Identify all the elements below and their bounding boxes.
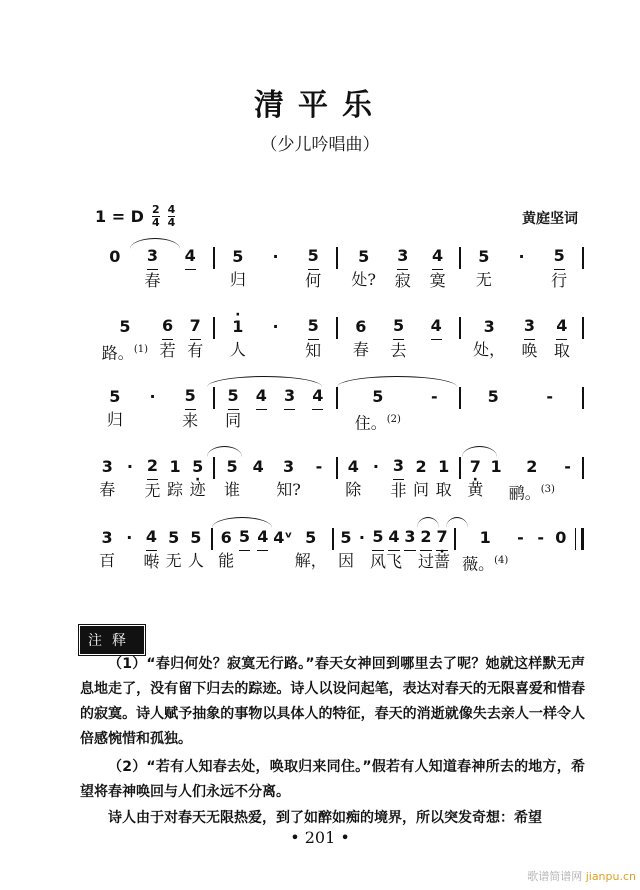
note: · — [272, 247, 279, 266]
note-token — [426, 385, 442, 439]
note: 2 — [420, 526, 431, 551]
note: 4 — [347, 457, 359, 476]
measure — [92, 385, 213, 439]
lyric: 黄 — [467, 480, 484, 499]
footnote-marker: (2) — [386, 414, 401, 425]
note-token — [551, 245, 567, 299]
measure — [215, 315, 336, 369]
note-token — [182, 245, 198, 299]
lyric: 问 — [413, 480, 430, 499]
barline — [582, 247, 584, 269]
note: 1 — [438, 457, 450, 476]
note-token — [268, 315, 284, 369]
note: 5 — [185, 385, 196, 410]
lyric: 非 — [390, 481, 407, 500]
note: 5 — [109, 387, 121, 406]
note-token — [521, 315, 537, 369]
note: 3 — [284, 385, 295, 410]
lyric: 处， — [473, 340, 506, 359]
note-token — [273, 526, 292, 580]
lyric: 因 — [337, 551, 354, 570]
note-token — [488, 455, 504, 509]
notes-heading: 注释 — [80, 626, 144, 654]
measure — [338, 315, 459, 369]
lyricist: 黄庭坚词 — [522, 211, 578, 227]
note: · — [518, 247, 525, 266]
footnote-marker: (4) — [494, 555, 509, 566]
note-token — [102, 315, 148, 369]
note: 2 — [526, 457, 538, 476]
score-row — [92, 245, 584, 299]
score-row — [92, 385, 584, 439]
measure — [92, 526, 211, 580]
lyric: 有 — [187, 341, 204, 360]
lyric: 风 — [369, 552, 386, 571]
note: 6 — [162, 315, 173, 340]
note-token — [145, 385, 161, 439]
measure — [334, 526, 454, 580]
note-token — [237, 526, 253, 580]
note: - — [546, 387, 554, 406]
time-signature-1: $\frac{2}{4}$ — [151, 203, 160, 229]
note-paragraph-2: （2）“若有人知春去处，唤取归来同住。”假若有人知道春神所去的地方，希望将春神唤回与人们永远不分离。 — [80, 759, 585, 800]
measure — [92, 455, 213, 509]
note: 5 — [168, 528, 180, 547]
note: - — [517, 528, 524, 547]
measure — [92, 245, 213, 299]
note: 3 — [147, 245, 158, 270]
note: 7 — [190, 315, 201, 340]
note-token — [182, 385, 198, 439]
note: · 1 — [232, 315, 243, 339]
note-token — [473, 315, 505, 369]
note: 1 — [169, 457, 181, 476]
note-token — [418, 526, 434, 580]
note: 1 — [479, 528, 491, 547]
note: 5 — [305, 528, 317, 547]
barline — [582, 317, 584, 339]
note: 4 — [388, 526, 399, 551]
note-token — [386, 526, 402, 580]
note: 3 — [393, 455, 404, 480]
note: 3 — [524, 315, 535, 340]
note-token — [99, 526, 115, 580]
lyric: 同 — [225, 411, 242, 430]
note-token — [188, 526, 204, 580]
note: 4 — [556, 315, 567, 340]
note: 3 — [404, 526, 415, 551]
note-token — [268, 245, 284, 299]
note: 3 — [282, 457, 295, 476]
lyric: 知? — [276, 480, 301, 499]
measure — [461, 385, 582, 439]
lyric: 无 — [165, 551, 182, 570]
key-label: 1 = D — [95, 207, 144, 226]
note-token — [305, 315, 321, 369]
note: 5 — [487, 387, 499, 406]
note-token — [391, 315, 407, 369]
note-token — [395, 245, 411, 299]
note: 4 — [256, 385, 267, 410]
key-signature — [95, 204, 175, 229]
note-token — [353, 315, 369, 369]
note: 5 — [308, 245, 319, 270]
lyric: 春 — [352, 340, 369, 359]
note: · — [149, 387, 156, 406]
lyric: 行 — [551, 271, 568, 290]
note-token — [276, 455, 301, 509]
slur — [207, 446, 242, 457]
note-paragraph-3: 诗人由于对春天无限热爱，到了如醉如痴的境界，所以突发奇想：希望 — [108, 810, 542, 826]
lyric: 路。$^{(1)}$ — [101, 343, 148, 363]
measure — [338, 455, 459, 509]
lyric: 寞 — [429, 271, 446, 290]
note-token — [370, 526, 386, 580]
lyric: 飞 — [385, 552, 402, 571]
note: 4 — [432, 245, 443, 270]
note-token — [512, 526, 528, 580]
note-token — [560, 455, 576, 509]
note-token — [144, 455, 160, 509]
lyric: 蔷 — [434, 552, 451, 571]
lyric: 除 — [345, 480, 362, 499]
note: 2 — [415, 457, 427, 476]
footnote-marker: (1) — [133, 344, 148, 355]
note-token — [107, 385, 123, 439]
slur — [207, 376, 322, 387]
note: 4 — [146, 526, 157, 551]
note: 0 — [109, 247, 121, 266]
note: 4 — [312, 385, 323, 410]
lyric: 来 — [182, 411, 199, 430]
note-token — [428, 315, 444, 369]
note-token — [390, 455, 406, 509]
note-token — [218, 526, 234, 580]
note: - — [430, 387, 438, 406]
note: - — [315, 457, 323, 476]
lyric: 谁 — [224, 480, 241, 499]
note-token — [542, 385, 558, 439]
note-token — [402, 526, 418, 580]
lyric: 唤 — [521, 341, 538, 360]
lyric: 鹂。$^{(3)}$ — [508, 483, 555, 503]
note: 5 — [190, 528, 202, 547]
slur — [212, 517, 272, 528]
note-token — [230, 245, 246, 299]
lyric: 何 — [305, 271, 322, 290]
note: 4ᵛ — [273, 528, 293, 547]
watermark: 歌谱简谱网 jianpu.cn — [527, 870, 636, 883]
lyric: 住。$^{(2)}$ — [354, 413, 401, 433]
note: 2 — [147, 455, 158, 480]
note: · — [372, 457, 379, 476]
lyric: 去 — [390, 341, 407, 360]
note-token — [99, 455, 115, 509]
note-token — [190, 455, 206, 509]
note: 6 — [220, 528, 232, 547]
note-token — [253, 385, 269, 439]
note: 5 — [308, 315, 319, 340]
footnote-marker: (3) — [540, 484, 555, 495]
lyric: 取 — [435, 480, 452, 499]
note-token — [338, 526, 354, 580]
lyric: 归 — [229, 270, 246, 289]
note-token — [430, 245, 446, 299]
note: 4 — [257, 526, 268, 551]
note-token — [310, 385, 326, 439]
lyric: 人 — [187, 551, 204, 570]
song-subtitle: （少儿吟唱曲） — [260, 135, 380, 155]
note: 5 — [239, 526, 250, 551]
song-title: 清平乐 — [254, 88, 386, 123]
note: 5 — [393, 315, 404, 340]
lyric: 百 — [99, 551, 116, 570]
note: 3 — [483, 317, 495, 336]
lyric: 知 — [305, 341, 322, 360]
note-token — [368, 455, 384, 509]
note: 5 — [340, 528, 352, 547]
note-token — [122, 455, 138, 509]
measure — [456, 526, 575, 580]
note-token — [355, 385, 401, 439]
page-number: • 201 • — [290, 828, 350, 847]
note-token — [282, 385, 298, 439]
note: 5 — [372, 387, 384, 406]
time-signature-2: $\frac{4}{4}$ — [167, 203, 176, 229]
lyric: 迹 — [189, 480, 206, 499]
note-token — [224, 455, 240, 509]
slur — [417, 517, 439, 528]
measure — [338, 385, 459, 439]
note: 4 — [185, 245, 196, 270]
score-row — [92, 315, 584, 369]
note-token — [354, 526, 370, 580]
lyric: 薇。$^{(4)}$ — [462, 554, 509, 574]
note-token — [509, 455, 555, 509]
note: · — [272, 317, 279, 336]
note-token — [514, 245, 530, 299]
lyric: 过 — [417, 552, 434, 571]
note: 5 — [358, 247, 370, 266]
note: 5 · — [192, 455, 203, 479]
note: 6 — [355, 317, 367, 336]
score-row — [92, 526, 584, 580]
lyric: 能 — [218, 551, 235, 570]
note-token — [533, 526, 549, 580]
lyric: 春 — [144, 271, 161, 290]
note: 1 — [490, 457, 502, 476]
note: 5 — [554, 245, 565, 270]
measure — [92, 315, 213, 369]
lyric: 无 — [475, 270, 492, 289]
note-token — [160, 315, 176, 369]
note-token — [485, 385, 501, 439]
note-token — [225, 385, 241, 439]
note-token — [295, 526, 327, 580]
note-token — [167, 455, 183, 509]
note-token — [553, 526, 569, 580]
barline — [582, 387, 584, 409]
lyric: 无 — [144, 481, 161, 500]
lyric: 寂 — [394, 271, 411, 290]
note: - — [564, 457, 571, 476]
note: 5 — [478, 247, 490, 266]
note-token — [107, 245, 123, 299]
note-token — [413, 455, 429, 509]
note: 5 — [232, 247, 244, 266]
note: 0 — [555, 528, 567, 547]
note: · — [126, 528, 133, 547]
note-token — [467, 455, 483, 509]
slur — [446, 517, 468, 528]
note: · — [358, 528, 365, 547]
note: 4 — [252, 457, 264, 476]
note-token — [144, 245, 160, 299]
lyric: 归 — [106, 410, 123, 429]
note: 5 — [372, 526, 383, 551]
note: 5 — [228, 385, 239, 410]
lyric: 春 — [99, 480, 116, 499]
note-token — [311, 455, 327, 509]
slur — [130, 238, 180, 249]
note: 7 · — [436, 526, 447, 551]
slur — [337, 376, 457, 387]
note-token — [255, 526, 271, 580]
lyric: 处? — [351, 270, 376, 289]
lyric: 取 — [553, 341, 570, 360]
note: 4 — [431, 315, 442, 340]
note-token — [305, 245, 321, 299]
measure — [215, 385, 336, 439]
barline — [582, 457, 584, 479]
note: 3 — [397, 245, 408, 270]
note-paragraph-1: （1）“春归何处？寂寞无行路。”春天女神回到哪里去了呢？她就这样默无声息地走了，没有留下归去的踪迹。诗人以设问起笔，表达对春天的无限喜爱和惜春的寂寞。诗人赋予抽象的事物以具体人的特征，春天的消逝就像失去亲人一样令人倍感惋惜和孤独。 — [80, 656, 585, 747]
note: - — [537, 528, 544, 547]
measure — [461, 315, 582, 369]
note-token — [166, 526, 182, 580]
lyric: 若 — [159, 341, 176, 360]
barline — [575, 528, 584, 550]
slur — [462, 446, 497, 457]
note-token — [345, 455, 361, 509]
score-row — [92, 455, 584, 509]
note-token — [351, 245, 376, 299]
note: 3 — [101, 457, 113, 476]
note-token — [143, 526, 159, 580]
note-token — [121, 526, 137, 580]
measure — [461, 455, 582, 509]
lyric: 啭 — [143, 552, 160, 571]
lyric: 解， — [294, 551, 327, 570]
note: 3 — [101, 528, 113, 547]
measure — [461, 245, 582, 299]
note-token — [462, 526, 508, 580]
note-token — [250, 455, 266, 509]
measure — [213, 526, 332, 580]
note-token — [230, 315, 246, 369]
note: 5 — [119, 317, 131, 336]
note: 5 — [226, 457, 238, 476]
lyric: 人 — [229, 340, 246, 359]
note-token — [187, 315, 203, 369]
measure — [338, 245, 459, 299]
note-token — [554, 315, 570, 369]
note-token — [476, 245, 492, 299]
note-token — [436, 455, 452, 509]
lyric: 踪 — [167, 480, 184, 499]
note-token — [434, 526, 450, 580]
note: · — [126, 457, 133, 476]
note: 7 · — [470, 455, 481, 479]
measure — [215, 245, 336, 299]
measure — [215, 455, 336, 509]
